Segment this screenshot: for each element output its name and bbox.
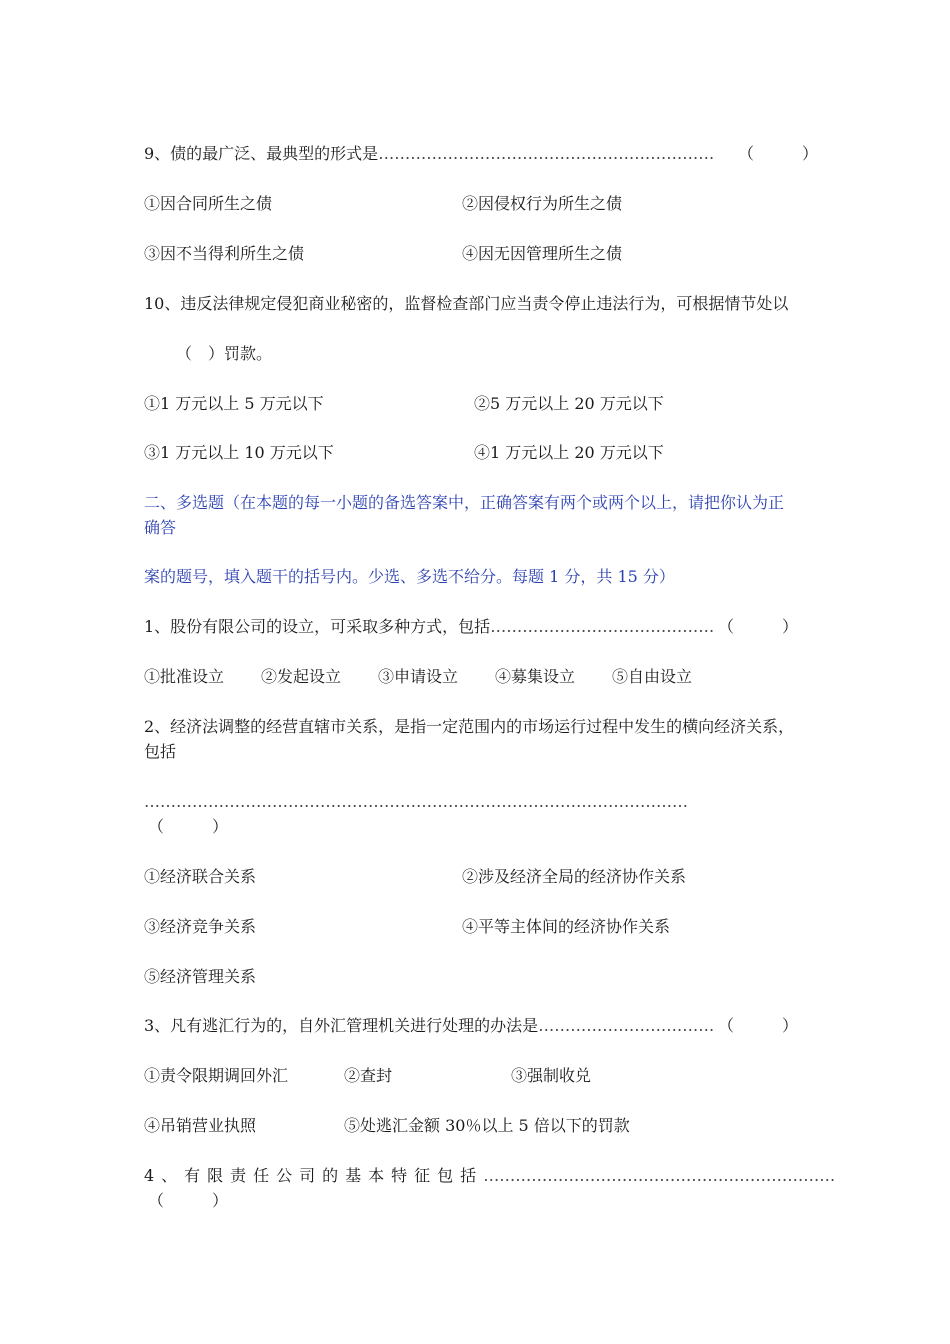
m3-option-3: ③强制收兑: [511, 1066, 592, 1085]
m1-option-3: ③申请设立: [378, 667, 459, 686]
q10-stem-cont: （ ）罚款。: [176, 344, 273, 363]
section2-heading-line1: 二、多选题（在本题的每一小题的备选答案中，正确答案有两个或两个以上，请把你认为正: [144, 493, 785, 512]
m4-answer-paren: （ ）: [148, 1191, 229, 1210]
m3-option-4: ④吊销营业执照: [144, 1116, 257, 1135]
q9-option-3: ③因不当得利所生之债: [144, 244, 305, 263]
m1-dots: ……………………………………: [490, 617, 715, 636]
m1-stem-line: [144, 615, 714, 639]
q9-dots: ………………………………………………………: [378, 144, 715, 163]
m1-option-1: ①批准设立: [144, 667, 225, 686]
q9-option-1: ①因合同所生之债: [144, 194, 273, 213]
m3-option-5: ⑤处逃汇金额 30％以上 5 倍以下的罚款: [344, 1116, 630, 1135]
q10-option-3: ③1 万元以上 10 万元以下: [144, 443, 334, 462]
m2-option-4: ④平等主体间的经济协作关系: [462, 917, 671, 936]
m2-option-1: ①经济联合关系: [144, 867, 257, 886]
m1-option-2: ②发起设立: [261, 667, 342, 686]
section2-heading-line3: 案的题号，填入题干的括号内。少选、多选不给分。每题 1 分，共 15 分）: [144, 567, 675, 586]
m2-option-2: ②涉及经济全局的经济协作关系: [462, 867, 687, 886]
m2-option-3: ③经济竞争关系: [144, 917, 257, 936]
m2-answer-paren: （ ）: [148, 817, 229, 836]
q10-option-1: ①1 万元以上 5 万元以下: [144, 394, 324, 413]
m2-option-5: ⑤经济管理关系: [144, 967, 257, 986]
m4-stem: 4、有限责任公司的基本特征包括: [144, 1166, 484, 1185]
q10-option-2: ②5 万元以上 20 万元以下: [474, 394, 664, 413]
m4-dots: …………………………………………………………: [483, 1166, 836, 1185]
m3-answer-paren: （ ）: [718, 1016, 799, 1035]
m3-dots: ……………………………: [538, 1016, 715, 1035]
m1-answer-paren: （ ）: [718, 617, 799, 636]
m1-option-5: ⑤自由设立: [612, 667, 693, 686]
m3-option-1: ①责令限期调回外汇: [144, 1066, 289, 1085]
m2-stem: 2、经济法调整的经营直辖市关系，是指一定范围内的市场运行过程中发生的横向经济关系，: [144, 717, 795, 736]
m2-stem-cont: 包括: [144, 742, 177, 761]
q9-answer-paren: （ ）: [738, 144, 819, 163]
section2-heading-line2: 确答: [144, 518, 177, 537]
m4-stem-line: [144, 1164, 835, 1188]
m1-stem: 1、股份有限公司的设立，可采取多种方式，包括: [144, 617, 491, 636]
q9-stem-line: [144, 142, 714, 166]
m1-option-4: ④募集设立: [495, 667, 576, 686]
m3-option-2: ②查封: [344, 1066, 393, 1085]
q10-option-4: ④1 万元以上 20 万元以下: [474, 443, 664, 462]
m3-stem: 3、凡有逃汇行为的，自外汇管理机关进行处理的办法是: [144, 1016, 539, 1035]
m2-dots: …………………………………………………………………………………………: [144, 792, 688, 811]
q9-option-2: ②因侵权行为所生之债: [462, 194, 623, 213]
m3-stem-line: [144, 1014, 714, 1038]
q9-stem: 9、债的最广泛、最典型的形式是: [144, 144, 379, 163]
q10-stem: 10、违反法律规定侵犯商业秘密的，监督检查部门应当责令停止违法行为，可根据情节处以: [144, 294, 789, 313]
q9-option-4: ④因无因管理所生之债: [462, 244, 623, 263]
